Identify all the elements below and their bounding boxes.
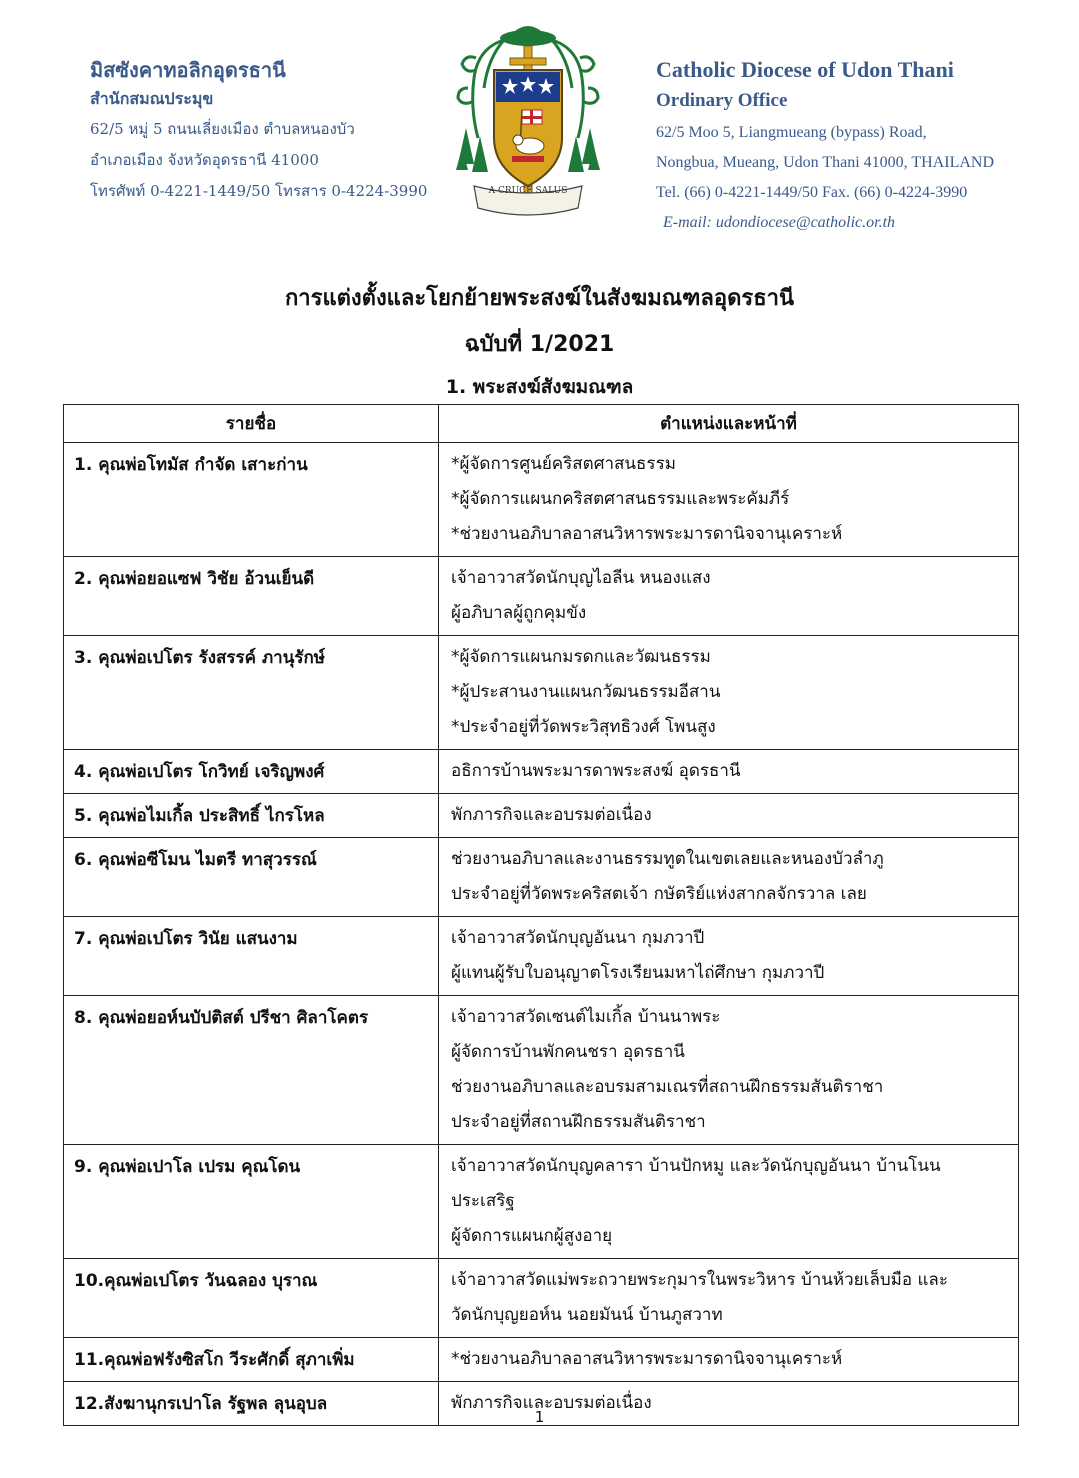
priest-name: 2. คุณพ่อยอแซฟ วิชัย อ้วนเย็นดี — [64, 557, 439, 636]
address-line-1-english: 62/5 Moo 5, Liangmueang (bypass) Road, — [656, 124, 927, 141]
table-row — [64, 1145, 1019, 1259]
position-cell — [439, 750, 1019, 794]
address-line-2-english: Nongbua, Mueang, Udon Thani 41000, THAILAND — [656, 154, 995, 171]
position-line: ผู้จัดการแผนกผู้สูงอายุ — [451, 1226, 613, 1246]
position-line: เจ้าอาวาสวัดนักบุญอันนา กุมภวาปี — [451, 928, 705, 948]
priest-name: 6. คุณพ่อซีโมน ไมตรี ทาสุวรรณ์ — [64, 838, 439, 917]
position-line: *ผู้ประสานงานแผนกวัฒนธรรมอีสาน — [451, 682, 721, 702]
phone-line-english: Tel. (66) 0-4221-1449/50 Fax. (66) 0-4224-3990 — [656, 184, 968, 201]
position-line: ประจำอยู่ที่สถานฝึกธรรมสันติราชา — [451, 1112, 706, 1132]
org-name-thai: มิสซังคาทอลิกอุดรธานี — [90, 58, 286, 82]
position-line: พักภารกิจและอบรมต่อเนื่อง — [451, 805, 652, 825]
position-cell — [439, 996, 1019, 1145]
position-line: เจ้าอาวาสวัดเซนต์ไมเกิ้ล บ้านนาพระ — [451, 1007, 721, 1027]
table-row — [64, 557, 1019, 636]
position-line: *ช่วยงานอภิบาลอาสนวิหารพระมารดานิจจานุเคราะห์ — [451, 1349, 843, 1369]
table-row — [64, 750, 1019, 794]
priest-name: 7. คุณพ่อเปโตร วินัย แสนงาม — [64, 917, 439, 996]
priest-name: 9. คุณพ่อเปาโล เปรม คุณโดน — [64, 1145, 439, 1259]
position-line: ช่วยงานอภิบาลและงานธรรมทูตในเขตเลยและหนองบัวลำภู — [451, 849, 884, 869]
position-line: *ประจำอยู่ที่วัดพระวิสุทธิวงศ์ โพนสูง — [451, 717, 716, 737]
table-row — [64, 794, 1019, 838]
position-line: ผู้อภิบาลผู้ถูกคุมขัง — [451, 603, 587, 623]
office-name-english: Ordinary Office — [656, 90, 788, 111]
position-cell — [439, 557, 1019, 636]
priest-name: 8. คุณพ่อยอห์นบัปติสต์ ปรีชา ศิลาโคตร — [64, 996, 439, 1145]
header-name: รายชื่อ — [64, 405, 439, 443]
table-header-row — [64, 405, 1019, 443]
org-name-english: Catholic Diocese of Udon Thani — [656, 57, 954, 82]
section-heading: 1. พระสงฆ์สังฆมณฑล — [445, 376, 634, 398]
position-cell — [439, 1145, 1019, 1259]
office-name-thai: สำนักสมณประมุข — [90, 89, 214, 108]
table-row — [64, 996, 1019, 1145]
priest-name: 1. คุณพ่อโทมัส กำจัด เสาะก่าน — [64, 443, 439, 557]
letterhead-thai — [90, 56, 450, 207]
priest-name: 11.คุณพ่อฟรังซิสโก วีระศักดิ์ สุภาเพิ่ม — [64, 1338, 439, 1382]
priest-name: 10.คุณพ่อเปโตร วันฉลอง บุราณ — [64, 1259, 439, 1338]
priest-name: 12.สังฆานุกรเปาโล รัฐพล ลุนอุบล — [64, 1382, 439, 1426]
table-row — [64, 917, 1019, 996]
position-line: *ผู้จัดการแผนกคริสตศาสนธรรมและพระคัมภีร์ — [451, 489, 790, 509]
position-line: ประจำอยู่ที่วัดพระคริสตเจ้า กษัตริย์แห่งสากลจักรวาล เลย — [451, 884, 867, 904]
email-line: E-mail: udondiocese@catholic.or.th — [663, 214, 896, 231]
page-number: 1 — [534, 1408, 545, 1426]
table-row — [64, 443, 1019, 557]
table-row — [64, 636, 1019, 750]
table-body — [64, 443, 1019, 1426]
crest-motto: A CRUCE SALUS — [488, 186, 568, 196]
position-cell — [439, 1259, 1019, 1338]
letterhead-english — [656, 56, 1066, 238]
position-line: เจ้าอาวาสวัดนักบุญคลารา บ้านปักหมู และวัดนักบุญอันนา บ้านโนน — [451, 1156, 941, 1176]
table-row — [64, 1338, 1019, 1382]
address-line-2-thai: อำเภอเมือง จังหวัดอุดรธานี 41000 — [90, 151, 319, 169]
position-line: เจ้าอาวาสวัดนักบุญไอลีน หนองแสง — [451, 568, 711, 588]
table-row — [64, 838, 1019, 917]
address-line-1-thai: 62/5 หมู่ 5 ถนนเลี่ยงเมือง ตำบลหนองบัว — [90, 120, 355, 138]
document-title: การแต่งตั้งและโยกย้ายพระสงฆ์ในสังฆมณฑลอุดรธานี — [284, 286, 795, 311]
position-line: เจ้าอาวาสวัดแม่พระถวายพระกุมารในพระวิหาร บ้านห้วยเล็บมือ และ — [451, 1270, 948, 1290]
position-cell — [439, 443, 1019, 557]
position-line: ผู้แทนผู้รับใบอนุญาตโรงเรียนมหาไถ่ศึกษา กุมภวาปี — [451, 963, 825, 983]
position-line: ช่วยงานอภิบาลและอบรมสามเณรที่สถานฝึกธรรมสันติราชา — [451, 1077, 884, 1097]
priest-name: 5. คุณพ่อไมเกิ้ล ประสิทธิ์ ไกรโหล — [64, 794, 439, 838]
appointments-table — [63, 404, 1019, 1426]
priest-name: 4. คุณพ่อเปโตร โกวิทย์ เจริญพงศ์ — [64, 750, 439, 794]
position-line: *ช่วยงานอภิบาลอาสนวิหารพระมารดานิจจานุเคราะห์ — [451, 524, 843, 544]
table-row — [64, 1259, 1019, 1338]
position-line: อธิการบ้านพระมารดาพระสงฆ์ อุดรธานี — [451, 761, 741, 781]
position-line: พักภารกิจและอบรมต่อเนื่อง — [451, 1393, 652, 1413]
priest-name: 3. คุณพ่อเปโตร รังสรรค์ ภานุรักษ์ — [64, 636, 439, 750]
position-line: ผู้จัดการบ้านพักคนชรา อุดรธานี — [451, 1042, 685, 1062]
position-line: วัดนักบุญยอห์น นอยมันน์ บ้านภูสวาท — [451, 1305, 723, 1325]
position-line: ประเสริฐ — [451, 1191, 515, 1211]
position-line: *ผู้จัดการแผนกมรดกและวัฒนธรรม — [451, 647, 711, 667]
position-cell — [439, 636, 1019, 750]
phone-line-thai: โทรศัพท์ 0-4221-1449/50 โทรสาร 0-4224-3990 — [90, 182, 428, 200]
position-cell — [439, 838, 1019, 917]
position-line: *ผู้จัดการศูนย์คริสตศาสนธรรม — [451, 454, 676, 474]
position-cell — [439, 1338, 1019, 1382]
position-cell — [439, 794, 1019, 838]
document-issue: ฉบับที่ 1/2021 — [464, 332, 615, 357]
position-cell — [439, 917, 1019, 996]
header-position: ตำแหน่งและหน้าที่ — [439, 405, 1019, 443]
